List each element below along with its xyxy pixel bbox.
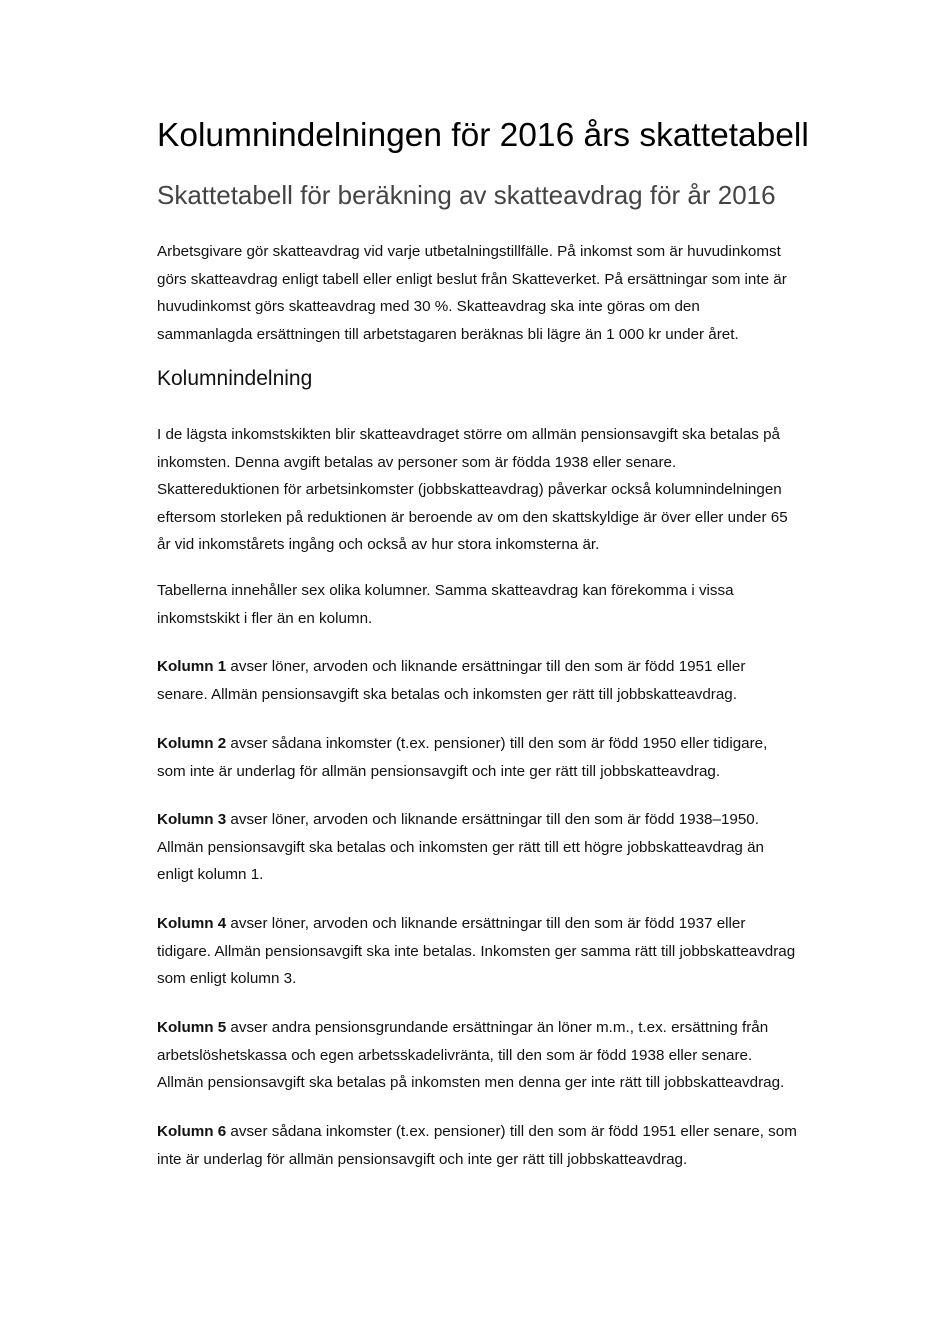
column-2-name: Kolumn 2 — [157, 735, 227, 752]
column-5-line: arbetslöshetskassa och egen arbetsskadelivränta, till den som är född 1938 eller senare. — [157, 1046, 753, 1064]
section-heading: Kolumnindelning — [157, 367, 313, 390]
column-2-line: som inte är underlag för allmän pensionsavgift och inte ger rätt till jobbskatteavdrag. — [157, 762, 721, 780]
column-3-line: enligt kolumn 1. — [157, 866, 264, 883]
paragraph-table-columns — [157, 577, 734, 632]
column-6-line: inte är underlag för allmän pensionsavgift och inte ger rätt till jobbskatteavdrag. — [157, 1150, 688, 1168]
column-3-line: Allmän pensionsavgift ska betalas och inkomsten ger rätt till ett högre jobbskatteavdrag än — [157, 838, 764, 856]
column-3-text: avser löner, arvoden och liknande ersättningar till den som är född 1938–1950. — [226, 811, 759, 828]
column-5-line: Allmän pensionsavgift ska betalas på inkomsten men denna ger inte rätt till jobbskatteavdrag. — [157, 1074, 785, 1091]
column-1-line: senare. Allmän pensionsavgift ska betalas och inkomsten ger rätt till jobbskatteavdrag. — [157, 685, 737, 703]
column-6-text: avser sådana inkomster (t.ex. pensioner) till den som är född 1951 eller senare, som — [226, 1123, 797, 1140]
column-6-paragraph — [157, 1118, 797, 1173]
column-1-name: Kolumn 1 — [157, 658, 227, 675]
column-4-name: Kolumn 4 — [157, 915, 227, 932]
column-2-text: avser sådana inkomster (t.ex. pensioner) till den som är född 1950 eller tidigare, — [226, 735, 768, 752]
paragraph-line: Tabellerna innehåller sex olika kolumner. Samma skatteavdrag kan förekomma i vissa — [157, 582, 734, 599]
intro-line: sammanlagda ersättningen till arbetstagaren beräknas bli lägre än 1 000 kr under året. — [157, 325, 739, 343]
page-title: Kolumnindelningen för 2016 års skattetabell — [157, 117, 809, 154]
page-subtitle: Skattetabell för beräkning av skatteavdrag för år 2016 — [157, 180, 776, 210]
paragraph-line: inkomstskikt i fler än en kolumn. — [157, 609, 373, 627]
column-1-paragraph — [157, 653, 745, 708]
paragraph-line: inkomsten. Denna avgift betalas av personer som är födda 1938 eller senare. — [157, 453, 677, 471]
paragraph-line: år vid inkomstårets ingång och också av hur stora inkomsterna är. — [157, 536, 600, 553]
column-4-paragraph — [157, 910, 795, 993]
column-4-line: som enligt kolumn 3. — [157, 970, 297, 987]
column-1-text: avser löner, arvoden och liknande ersättningar till den som är född 1951 eller — [226, 658, 746, 675]
intro-line: görs skatteavdrag enligt tabell eller enligt beslut från Skatteverket. På ersättningar som inte är — [157, 270, 787, 288]
column-2-paragraph — [157, 730, 767, 785]
intro-line: Arbetsgivare gör skatteavdrag vid varje utbetalningstillfälle. På inkomst som är huvudinkomst — [157, 243, 781, 260]
paragraph-pension-fee — [157, 421, 788, 559]
column-3-name: Kolumn 3 — [157, 811, 227, 828]
column-5-text: avser andra pensionsgrundande ersättningar än löner m.m., t.ex. ersättning från — [226, 1019, 769, 1036]
column-4-line: tidigare. Allmän pensionsavgift ska inte betalas. Inkomsten ger samma rätt till jobbskatteavdrag — [157, 942, 796, 960]
paragraph-line: I de lägsta inkomstskikten blir skatteavdraget större om allmän pensionsavgift ska betalas på — [157, 426, 780, 443]
column-6-name: Kolumn 6 — [157, 1123, 227, 1140]
column-4-text: avser löner, arvoden och liknande ersättningar till den som är född 1937 eller — [226, 915, 746, 932]
intro-paragraph — [157, 238, 787, 348]
column-5-paragraph — [157, 1014, 784, 1097]
paragraph-line: Skattereduktionen för arbetsinkomster (jobbskatteavdrag) påverkar också kolumnindelningen — [157, 481, 782, 498]
intro-line: huvudinkomst görs skatteavdrag med 30 %. Skatteavdrag ska inte göras om den — [157, 298, 700, 315]
column-5-name: Kolumn 5 — [157, 1019, 227, 1036]
paragraph-line: eftersom storleken på reduktionen är beroende av om den skattskyldige är över eller under 65 — [157, 508, 788, 526]
column-3-paragraph — [157, 806, 764, 889]
